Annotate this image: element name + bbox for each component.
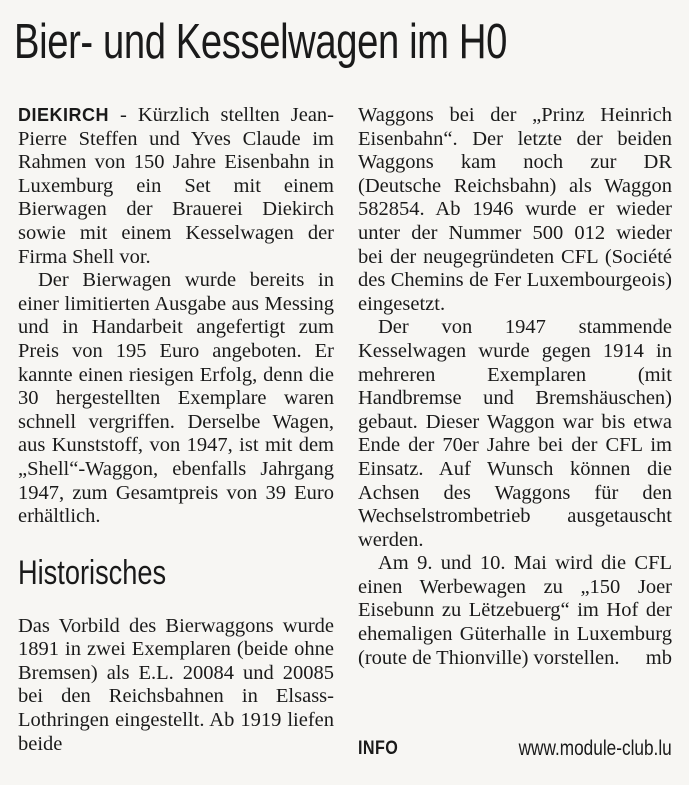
subheading: Historisches — [18, 553, 167, 592]
article-column-left — [18, 104, 334, 756]
paragraph-bierwagen: Der Bierwagen wurde bereits in einer limitierten Ausgabe aus Messing und in Handarbeit angefertigt zum Preis von 195 Euro angeboten. Er kannte einen riesigen Erfolg, denn die 30 hergestellten Exemplare waren schnell vergriffen. Derselbe Wagen, aus Kunststoff, von 1947, ist mit dem „Shell“-Waggon, ebenfalls Jahrgang 1947, zum Gesamtpreis von 39 Euro erhältlich. — [18, 269, 334, 528]
paragraph-werbewagen — [358, 552, 672, 670]
info-label: INFO — [358, 738, 399, 759]
info-link[interactable]: www.module-club.lu — [518, 737, 672, 760]
paragraph-historisches: Das Vorbild des Bierwaggons wurde 1891 in zwei Exemplaren (beide ohne Bremsen) als E.L. 20084 und 20085 bei den Reichsbahnen in Elsass-Lothringen eingestellt. Ab 1919 liefen beide — [18, 614, 334, 755]
headline: Bier- und Kesselwagen im H0 — [14, 15, 507, 69]
paragraph-historisches-continued: Waggons bei der „Prinz Heinrich Eisenbahn“. Der letzte der beiden Waggons kam noch zur DR (Deutsche Reichsbahn) als Waggon 582854. Ab 1946 wurde er wieder unter der Nummer 500 012 wieder bei der neugegründeten CFL (Société des Chemins de Fer Luxembourgeois) eingesetzt. — [358, 104, 672, 315]
paragraph-kesselwagen: Der von 1947 stammende Kesselwagen wurde gegen 1914 in mehreren Exemplaren (mit Handbremse und Bremshäuschen) gebaut. Dieser Waggon war bis etwa Ende der 70er Jahre bei der CFL im Einsatz. Auf Wunsch können die Achsen des Waggons für den Wechselstrombetrieb ausgetauscht werden. — [358, 316, 672, 551]
dateline: DIEKIRCH — [18, 105, 110, 125]
lead-paragraph — [18, 104, 334, 269]
author-initials: mb — [645, 646, 672, 669]
werbewagen-text: Am 9. und 10. Mai wird die CFL einen Werbewagen zu „150 Joer Eisebunn zu Lëtzebuerg“ im Hof der ehemaligen Güterhalle in Luxemburg (route de Thionville) vorstellen. — [358, 552, 672, 669]
info-box — [358, 734, 672, 764]
lead-text: - Kürzlich stellten Jean-Pierre Steffen und Yves Claude im Rahmen von 150 Jahre Eisenbahn in Luxemburg ein Set mit einem Bierwagen der Brauerei Diekirch sowie mit einem Kesselwagen der Firma Shell vor. — [18, 104, 334, 268]
article-column-right — [358, 104, 672, 670]
